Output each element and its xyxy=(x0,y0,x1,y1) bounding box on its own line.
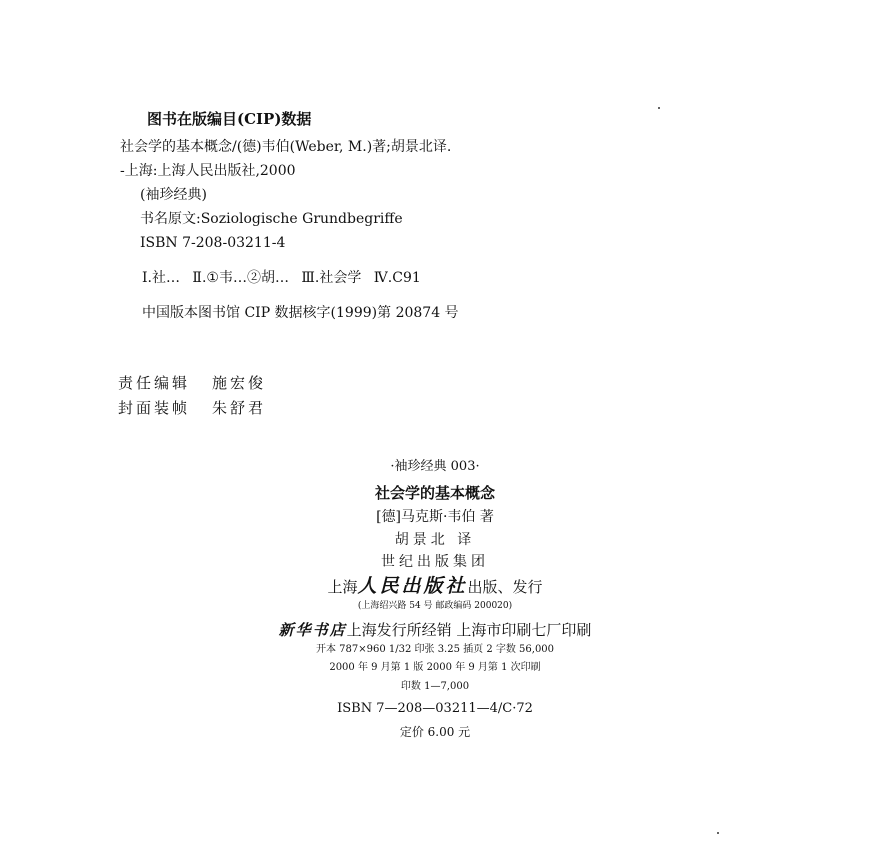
publisher-suffix: 出版、发行 xyxy=(467,578,543,596)
designer-label: 封面装帧 xyxy=(118,399,191,417)
cip-line-isbn: ISBN 7-208-03211-4 xyxy=(140,235,286,251)
publisher-prefix: 上海 xyxy=(327,578,358,596)
colophon-isbn: ISBN 7—208—03211—4/C·72 xyxy=(337,701,533,716)
distribution-info: 上海发行所经销 上海市印刷七厂印刷 xyxy=(346,621,592,639)
cip-line-title-author: 社会学的基本概念/(德)韦伯(Weber, M.)著;胡景北译. xyxy=(120,139,452,155)
cip-line-original-title: 书名原文:Soziologische Grundbegriffe xyxy=(140,211,403,227)
cip-heading: 图书在版编目(CIP)数据 xyxy=(147,110,312,128)
series-label: ·袖珍经典 003· xyxy=(390,459,480,474)
book-title: 社会学的基本概念 xyxy=(374,484,495,502)
distributor-name: 新华书店 xyxy=(278,621,347,639)
format-specs: 开本 787×960 1/32 印张 3.25 插页 2 字数 56,000 xyxy=(315,644,555,655)
scan-speck xyxy=(717,832,719,834)
scan-speck xyxy=(658,107,660,109)
print-run: 印数 1—7,000 xyxy=(400,681,470,692)
cip-line-classification: Ⅰ.社… Ⅱ.①韦…②胡… Ⅲ.社会学 Ⅳ.C91 xyxy=(142,270,421,286)
cip-line-approval-number: 中国版本图书馆 CIP 数据核字(1999)第 20874 号 xyxy=(142,305,459,321)
price: 定价 6.00 元 xyxy=(399,725,471,739)
distribution-line xyxy=(0,623,870,638)
translator-line: 胡景北 译 xyxy=(394,532,476,548)
designer-credit xyxy=(118,401,266,416)
designer-name: 朱舒君 xyxy=(212,399,267,417)
editor-credit xyxy=(118,376,266,391)
cip-line-publisher: -上海:上海人民出版社,2000 xyxy=(120,163,296,179)
publisher-line xyxy=(0,577,870,596)
author-line: [德]马克斯·韦伯 著 xyxy=(376,509,494,525)
edition-info: 2000 年 9 月第 1 版 2000 年 9 月第 1 次印刷 xyxy=(329,662,541,673)
editor-name: 施宏俊 xyxy=(212,374,267,392)
editor-label: 责任编辑 xyxy=(118,374,191,392)
publishing-group: 世纪出版集团 xyxy=(381,554,489,570)
cip-line-series: (袖珍经典) xyxy=(140,187,207,203)
publisher-address: (上海绍兴路 54 号 邮政编码 200020) xyxy=(357,601,513,611)
publisher-name: 人民出版社 xyxy=(357,575,468,597)
